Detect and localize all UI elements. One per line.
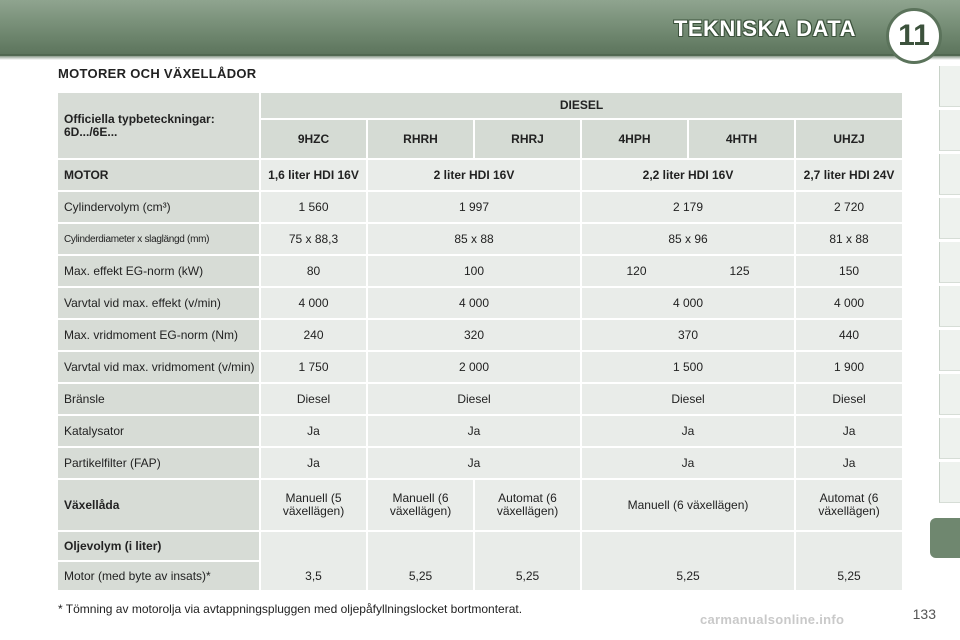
row-label: Max. vridmoment EG-norm (Nm) xyxy=(58,320,259,350)
type-code: UHZJ xyxy=(796,120,902,158)
cell-value: 2 720 xyxy=(796,192,902,222)
row-label: Cylindervolym (cm³) xyxy=(58,192,259,222)
page-number: 133 xyxy=(912,606,936,622)
cell-value: Ja xyxy=(582,448,794,478)
cell-value: Diesel xyxy=(261,384,366,414)
side-tab xyxy=(939,462,960,503)
type-code: RHRH xyxy=(368,120,473,158)
cell-value: 4 000 xyxy=(368,288,580,318)
cell-value: Ja xyxy=(368,448,580,478)
oil-value-cell xyxy=(368,532,473,590)
cell-value: Diesel xyxy=(582,384,794,414)
cell-value: 125 xyxy=(729,263,750,278)
row-label: Max. effekt EG-norm (kW) xyxy=(58,256,259,286)
cell-value: 4 000 xyxy=(261,288,366,318)
oil-value-cell xyxy=(261,532,366,590)
oil-value-cell xyxy=(582,532,794,590)
oil-value: 5,25 xyxy=(515,569,540,583)
side-tab xyxy=(939,110,960,151)
side-tab-active xyxy=(930,518,960,558)
row-label: Cylinderdiameter x slaglängd (mm) xyxy=(58,224,259,254)
gearbox-label: Växellåda xyxy=(58,480,259,530)
gearbox-value: Automat (6 växellägen) xyxy=(796,480,902,530)
cell-value: 80 xyxy=(261,256,366,286)
cell-value: 2 000 xyxy=(368,352,580,382)
cell-value: 75 x 88,3 xyxy=(261,224,366,254)
cell-value: 1 500 xyxy=(582,352,794,382)
gearbox-value: Automat (6 växellägen) xyxy=(475,480,580,530)
motor-value: 2,2 liter HDI 16V xyxy=(582,160,794,190)
oil-value-cell xyxy=(475,532,580,590)
side-tab xyxy=(939,286,960,327)
cell-value: 150 xyxy=(796,256,902,286)
cell-value: 1 900 xyxy=(796,352,902,382)
motor-value: 2 liter HDI 16V xyxy=(368,160,580,190)
footnote: * Tömning av motorolja via avtappningspluggen med oljepåfyllningslocket bortmonterat. xyxy=(58,602,523,616)
type-designation-label: Officiella typbeteckningar: 6D.../6E... xyxy=(58,93,259,158)
side-tab-strip xyxy=(926,66,960,572)
row-label: Varvtal vid max. effekt (v/min) xyxy=(58,288,259,318)
side-tab xyxy=(939,418,960,459)
chapter-title: TEKNISKA DATA xyxy=(673,16,856,41)
row-label: Bränsle xyxy=(58,384,259,414)
row-label: Varvtal vid max. vridmoment (v/min) xyxy=(58,352,259,382)
type-code: 4HTH xyxy=(689,120,794,158)
cell-value: Ja xyxy=(261,448,366,478)
cell-value: Ja xyxy=(582,416,794,446)
cell-value: 240 xyxy=(261,320,366,350)
side-tab xyxy=(939,330,960,371)
motor-value: 1,6 liter HDI 16V xyxy=(261,160,366,190)
engine-gearbox-table xyxy=(56,91,904,592)
cell-value: 1 750 xyxy=(261,352,366,382)
cell-value: 81 x 88 xyxy=(796,224,902,254)
fuel-header: DIESEL xyxy=(261,93,902,118)
side-tab xyxy=(939,242,960,283)
cell-value: 320 xyxy=(368,320,580,350)
type-code: 4HPH xyxy=(582,120,687,158)
cell-value: Ja xyxy=(368,416,580,446)
cell-value: 440 xyxy=(796,320,902,350)
cell-value: Ja xyxy=(796,416,902,446)
cell-value: 100 xyxy=(368,256,580,286)
oil-value-cell xyxy=(796,532,902,590)
oil-value: 5,25 xyxy=(837,569,861,583)
cell-value: 2 179 xyxy=(582,192,794,222)
cell-value: 85 x 88 xyxy=(368,224,580,254)
side-tab xyxy=(939,198,960,239)
chapter-number-badge: 11 xyxy=(886,8,942,64)
row-label: Katalysator xyxy=(58,416,259,446)
cell-value: 370 xyxy=(582,320,794,350)
type-code: RHRJ xyxy=(475,120,580,158)
cell-value: 1 560 xyxy=(261,192,366,222)
watermark: carmanualsonline.info xyxy=(700,612,845,627)
cell-value: Ja xyxy=(796,448,902,478)
type-code: 9HZC xyxy=(261,120,366,158)
oil-value: 5,25 xyxy=(408,569,433,583)
cell-value: 85 x 96 xyxy=(582,224,794,254)
side-tab xyxy=(939,66,960,107)
cell-value: 4 000 xyxy=(582,288,794,318)
cell-value: Ja xyxy=(261,416,366,446)
cell-value: 1 997 xyxy=(368,192,580,222)
row-label: Partikelfilter (FAP) xyxy=(58,448,259,478)
cell-value-split xyxy=(582,256,794,286)
motor-value: 2,7 liter HDI 24V xyxy=(796,160,902,190)
oil-volume-sub-label: Motor (med byte av insats)* xyxy=(58,562,259,590)
side-tab xyxy=(939,154,960,195)
oil-value: 5,25 xyxy=(676,569,700,583)
cell-value: 120 xyxy=(626,263,647,278)
cell-value: Diesel xyxy=(368,384,580,414)
side-tab xyxy=(939,374,960,415)
section-title: MOTORER OCH VÄXELLÅDOR xyxy=(58,66,257,81)
motor-label: MOTOR xyxy=(58,160,259,190)
gearbox-value: Manuell (6 växellägen) xyxy=(582,480,794,530)
gearbox-value: Manuell (6 växellägen) xyxy=(368,480,473,530)
oil-value: 3,5 xyxy=(305,569,322,583)
oil-volume-label: Oljevolym (i liter) xyxy=(58,532,259,560)
cell-value: 4 000 xyxy=(796,288,902,318)
gearbox-value: Manuell (5 växellägen) xyxy=(261,480,366,530)
cell-value: Diesel xyxy=(796,384,902,414)
